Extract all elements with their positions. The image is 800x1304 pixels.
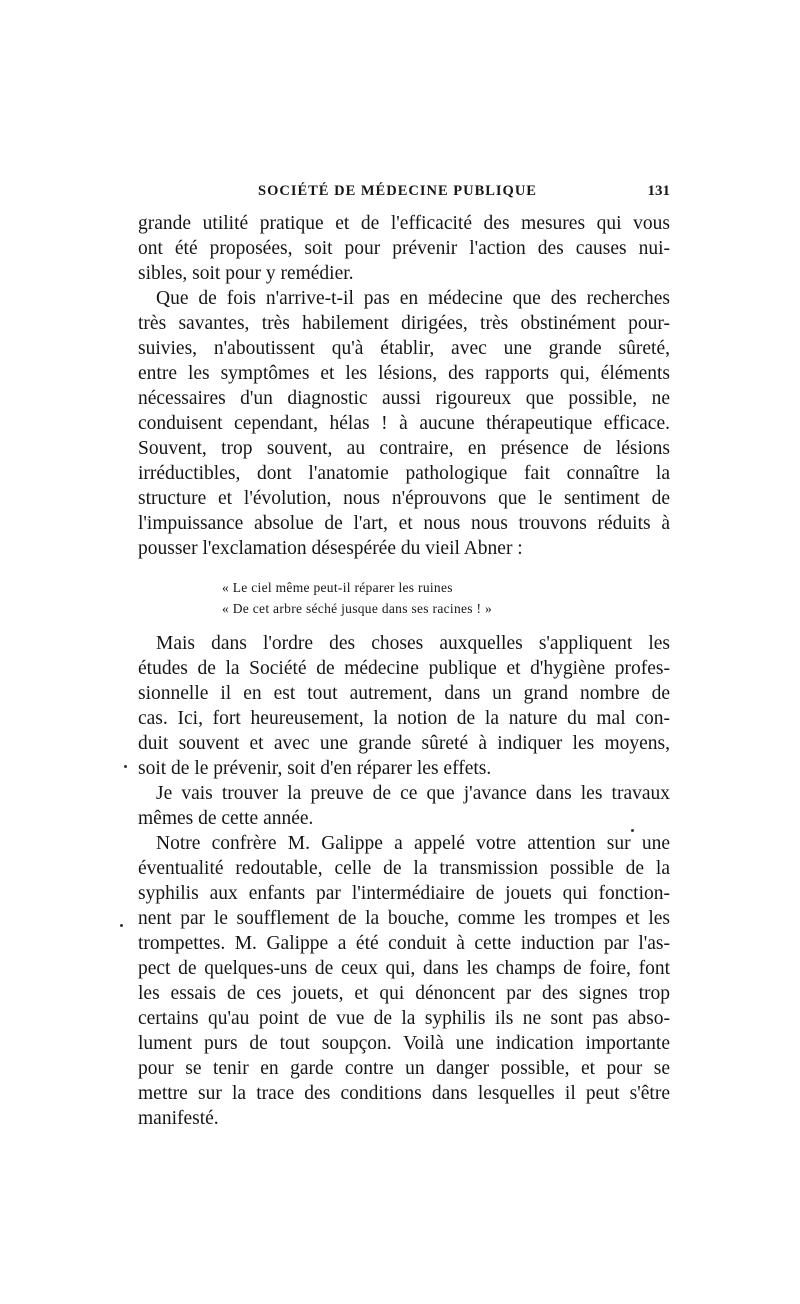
text-line: pousser l'exclamation désespérée du vieil Abner : [138,538,523,559]
text-line: Que de fois n'arrive-t-il pas en médecine que des recherches [156,288,670,309]
print-speck [120,924,123,927]
text-line: nent par le soufflement de la bouche, comme les trompes et les [138,908,670,929]
text-line: sionnelle il en est tout autrement, dans un grand nombre de [138,683,670,704]
text-line: syphilis aux enfants par l'intermédiaire de jouets qui fonction- [138,883,670,904]
body-text-upper [138,211,670,561]
text-line: mettre sur la trace des conditions dans lesquelles il peut s'être [138,1083,670,1104]
text-line: pour se tenir en garde contre un danger possible, et pour se [138,1058,670,1079]
quote-line: « Le ciel même peut-il réparer les ruines [222,580,453,595]
text-line: mêmes de cette année. [138,808,314,829]
text-line: suivies, n'aboutissent qu'à établir, avec une grande sûreté, [138,338,670,359]
text-line: duit souvent et avec une grande sûreté à indiquer les moyens, [138,733,670,754]
text-line: trompettes. M. Galippe a été conduit à cette induction par l'as- [138,933,670,954]
page-number: 131 [647,183,670,199]
text-line: Notre confrère M. Galippe a appelé votre attention sur une [156,833,670,854]
text-line: cas. Ici, fort heureusement, la notion de la nature du mal con- [138,708,670,729]
text-line: soit de le prévenir, soit d'en réparer les effets. [138,758,492,779]
text-line: conduisent cependant, hélas ! à aucune thérapeutique efficace. [138,413,670,434]
text-line: entre les symptômes et les lésions, des rapports qui, éléments [138,363,670,384]
text-line: irréductibles, dont l'anatomie pathologique fait connaître la [138,463,670,484]
text-line: sibles, soit pour y remédier. [138,263,354,284]
text-line: certains qu'au point de vue de la syphilis ils ne sont pas abso- [138,1008,670,1029]
quote-line: « De cet arbre séché jusque dans ses racines ! » [222,601,493,616]
text-line: grande utilité pratique et de l'efficacité des mesures qui vous [138,213,670,234]
running-head: SOCIÉTÉ DE MÉDECINE PUBLIQUE [258,183,537,199]
text-line: nécessaires d'un diagnostic aussi rigoureux que possible, ne [138,388,670,409]
body-text-lower [138,631,670,1131]
text-line: les essais de ces jouets, et qui dénoncent par des signes trop [138,983,670,1004]
text-line: ont été proposées, soit pour prévenir l'action des causes nui- [138,238,670,259]
text-line: Je vais trouver la preuve de ce que j'avance dans les travaux [156,783,670,804]
text-line: Souvent, trop souvent, au contraire, en présence de lésions [138,438,670,459]
text-line: lument purs de tout soupçon. Voilà une indication importante [138,1033,670,1054]
text-line: manifesté. [138,1108,219,1129]
text-line: études de la Société de médecine publique et d'hygiène profes- [138,658,670,679]
text-line: pect de quelques-uns de ceux qui, dans les champs de foire, font [138,958,670,979]
text-line: l'impuissance absolue de l'art, et nous nous trouvons réduits à [138,513,670,534]
page-header [138,183,670,205]
text-line: Mais dans l'ordre des choses auxquelles s'appliquent les [156,633,670,654]
print-speck [124,765,127,768]
text-line: structure et l'évolution, nous n'éprouvons que le sentiment de [138,488,670,509]
verse-quotation [222,577,602,619]
print-speck [631,829,634,832]
text-line: éventualité redoutable, celle de la transmission possible de la [138,858,670,879]
text-line: très savantes, très habilement dirigées, très obstinément pour- [138,313,670,334]
